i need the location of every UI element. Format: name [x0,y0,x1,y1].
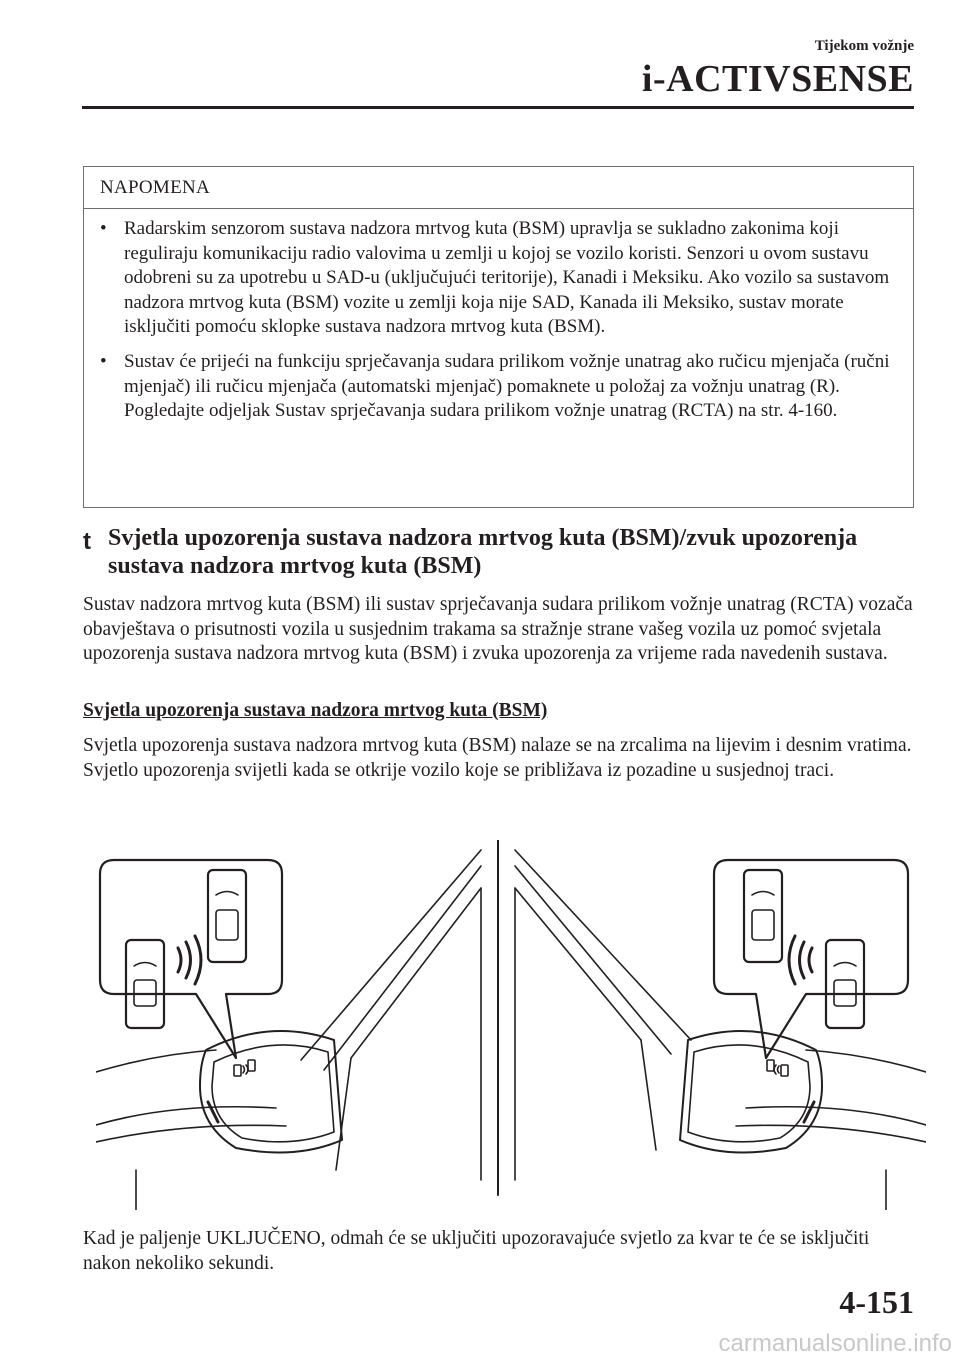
bullet-icon: • [100,218,107,239]
note-item [100,350,899,424]
note-item-text: Radarskim senzorom sustava nadzora mrtvog kuta (BSM) upravlja se sukladno zakonima koji reguliraju komunikaciju radio valovima u zemlji u kojoj se vozilo koristi. Senzori u ovom sustavu odobreni su za upotrebu u SAD-u (uključujući teritorije), Kanadi i Meksiku. Ako vozilo sa sustavom nadzora mrtvog kuta (BSM) vozite u zemlji koja nije SAD, Kanada ili Meksiko, sustav morate isključiti pomoću sklopke sustava nadzora mrtvog kuta (BSM). [124,218,890,338]
note-heading: NAPOMENA [84,167,913,209]
header-rule [82,106,914,109]
footer-watermark: carmanualsonline.info [718,1330,952,1357]
note-item-reference: Pogledajte odjeljak Sustav sprječavanja sudara prilikom vožnje unatrag (RCTA) na str. 4-160. [124,400,838,422]
note-item-text: Sustav će prijeći na funkciju sprječavanja sudara prilikom vožnje unatrag ako ručicu mjenjača (ručni mjenjač) ili ručicu mjenjača (automatski mjenjač) pomaknete u položaj za vožnju unatrag (R). [124,350,890,397]
subheading: Svjetla upozorenja sustava nadzora mrtvog kuta (BSM) [83,700,548,721]
mirror-warning-light-illustration [96,840,926,1210]
after-figure-paragraph: Kad je paljenje UKLJUČENO, odmah će se uključiti upozoravajuće svjetlo za kvar te će se isključiti nakon nekoliko sekundi. [83,1228,870,1274]
section-marker-icon: t [83,528,91,555]
page-title: i-ACTIVSENSE [641,58,914,100]
note-item [100,217,899,340]
bullet-icon: • [100,350,107,372]
note-box [83,166,914,508]
note-list [84,209,913,424]
section-heading: Svjetla upozorenja sustava nadzora mrtvog kuta (BSM)/zvuk upozorenja sustava nadzora mrtvog kuta (BSM) [108,525,858,579]
intro-paragraph: Sustav nadzora mrtvog kuta (BSM) ili sustav sprječavanja sudara prilikom vožnje unatrag (RCTA) vozača obavještava o prisutnosti vozila u susjednim trakama sa stražnje strane vašeg vozila uz pomoć svjetala upozorenja sustava nadzora mrtvog kuta (BSM) i zvuka upozorenja za vrijeme rada navedenih sustava. [83,594,913,664]
page-number: 4-151 [839,1284,914,1320]
subheading-paragraph: Svjetla upozorenja sustava nadzora mrtvog kuta (BSM) nalaze se na zrcalima na lijevim i desnim vratima. Svjetlo upozorenja svijetli kada se otkrije vozilo koje se približava iz pozadine u susjednoj traci. [83,735,912,781]
running-header-section: Tijekom vožnje [814,38,914,54]
